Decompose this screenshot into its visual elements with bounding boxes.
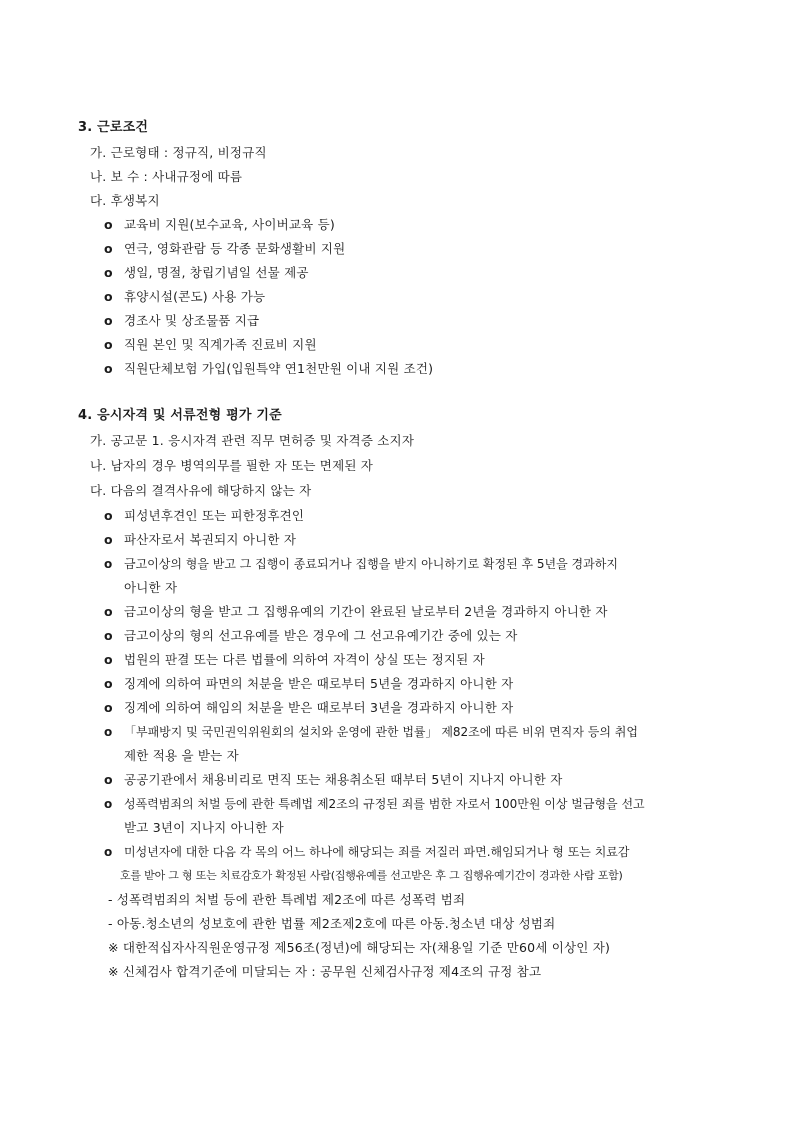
bullet-icon: o — [104, 532, 113, 547]
disqualification-item: o 「부패방지 및 국민권익위원회의 설치와 운영에 관한 법률」 제82조에 따른 비위 면직자 등의 취업 — [104, 725, 638, 739]
benefit-item: o 휴양시설(콘도) 사용 가능 — [104, 289, 266, 304]
sub-item-youth-protection: - 아동.청소년의 성보호에 관한 법률 제2조제2호에 따른 아동.청소년 대상 성범죄 — [108, 916, 556, 931]
bullet-icon: o — [104, 797, 113, 811]
bullet-icon: o — [104, 772, 113, 787]
benefit-item: o 생일, 명절, 창립기념일 선물 제공 — [104, 265, 309, 280]
bullet-icon: o — [104, 508, 113, 523]
benefit-item: o 교육비 지원(보수교육, 사이버교육 등) — [104, 217, 335, 232]
section-4-item-military: 나. 남자의 경우 병역의무를 필한 자 또는 면제된 자 — [90, 458, 374, 473]
disqualification-item: o 징계에 의하여 해임의 처분을 받은 때로부터 3년을 경과하지 아니한 자 — [104, 700, 514, 715]
disqualification-item: o 미성년자에 대한 다음 각 목의 어느 하나에 해당되는 죄를 저질러 파면.해임되거나 형 또는 치료감 — [104, 845, 630, 859]
bullet-icon: o — [104, 241, 113, 256]
bullet-icon: o — [104, 652, 113, 667]
benefit-item: o 직원 본인 및 직계가족 진료비 지원 — [104, 337, 317, 352]
disqualification-item-continued: 제한 적용 을 받는 자 — [124, 748, 239, 763]
disqualification-item: o 금고이상의 형을 받고 그 집행이 종료되거나 집행을 받지 아니하기로 확정된 후 5년을 경과하지 — [104, 557, 618, 571]
disqualification-item: o 법원의 판결 또는 다른 법률에 의하여 자격이 상실 또는 정지된 자 — [104, 652, 485, 667]
section-4-item-license: 가. 공고문 1. 응시자격 관련 직무 면허증 및 자격증 소지자 — [90, 433, 415, 448]
sub-item-sexual-violence: - 성폭력범죄의 처벌 등에 관한 특례법 제2조에 따른 성폭력 범죄 — [108, 892, 466, 907]
benefit-item: o 직원단체보험 가입(입원특약 연1천만원 이내 지원 조건) — [104, 361, 434, 376]
note-retirement-age: ※ 대한적십자사직원운영규정 제56조(정년)에 해당되는 자(채용일 기준 만60세 이상인 자) — [108, 940, 611, 955]
section-4-item-disqualification: 다. 다음의 결격사유에 해당하지 않는 자 — [90, 483, 312, 498]
disqualification-item: o 금고이상의 형을 받고 그 집행유예의 기간이 완료된 날로부터 2년을 경과하지 아니한 자 — [104, 604, 608, 619]
bullet-icon: o — [104, 217, 113, 232]
section-4-title: 4. 응시자격 및 서류전형 평가 기준 — [78, 408, 282, 423]
bullet-icon: o — [104, 557, 113, 571]
disqualification-item-continued: 호를 받아 그 형 또는 치료감호가 확정된 사람(집행유예를 선고받은 후 그 집행유예기간이 경과한 사람 포함) — [120, 869, 623, 882]
section-3-item-employment-type: 가. 근로형태 : 정규직, 비정규직 — [90, 145, 267, 160]
section-3-title: 3. 근로조건 — [78, 120, 149, 135]
disqualification-item: o 공공기관에서 채용비리로 면직 또는 채용취소된 때부터 5년이 지나지 아니한 자 — [104, 772, 563, 787]
bullet-icon: o — [104, 604, 113, 619]
bullet-icon: o — [104, 265, 113, 280]
benefit-item: o 경조사 및 상조물품 지급 — [104, 313, 260, 328]
bullet-icon: o — [104, 313, 113, 328]
disqualification-item: o 금고이상의 형의 선고유예를 받은 경우에 그 선고유예기간 중에 있는 자 — [104, 628, 518, 643]
disqualification-item: o 파산자로서 복권되지 아니한 자 — [104, 532, 297, 547]
bullet-icon: o — [104, 337, 113, 352]
disqualification-item-continued: 아니한 자 — [124, 580, 178, 595]
disqualification-item: o 성폭력범죄의 처벌 등에 관한 특례법 제2조의 규정된 죄를 범한 자로서 100만원 이상 벌금형을 선고 — [104, 797, 645, 811]
bullet-icon: o — [104, 289, 113, 304]
benefit-item: o 연극, 영화관람 등 각종 문화생활비 지원 — [104, 241, 346, 256]
bullet-icon: o — [104, 725, 113, 739]
bullet-icon: o — [104, 628, 113, 643]
bullet-icon: o — [104, 845, 113, 859]
disqualification-item: o 피성년후견인 또는 피한정후견인 — [104, 508, 305, 523]
bullet-icon: o — [104, 700, 113, 715]
section-3-item-welfare: 다. 후생복지 — [90, 193, 160, 208]
note-physical-exam: ※ 신체검사 합격기준에 미달되는 자 : 공무원 신체검사규정 제4조의 규정 참고 — [108, 964, 542, 979]
bullet-icon: o — [104, 361, 113, 376]
bullet-icon: o — [104, 676, 113, 691]
disqualification-item: o 징계에 의하여 파면의 처분을 받은 때로부터 5년을 경과하지 아니한 자 — [104, 676, 514, 691]
section-3-item-salary: 나. 보 수 : 사내규정에 따름 — [90, 169, 243, 184]
disqualification-item-continued: 받고 3년이 지나지 아니한 자 — [124, 820, 284, 835]
